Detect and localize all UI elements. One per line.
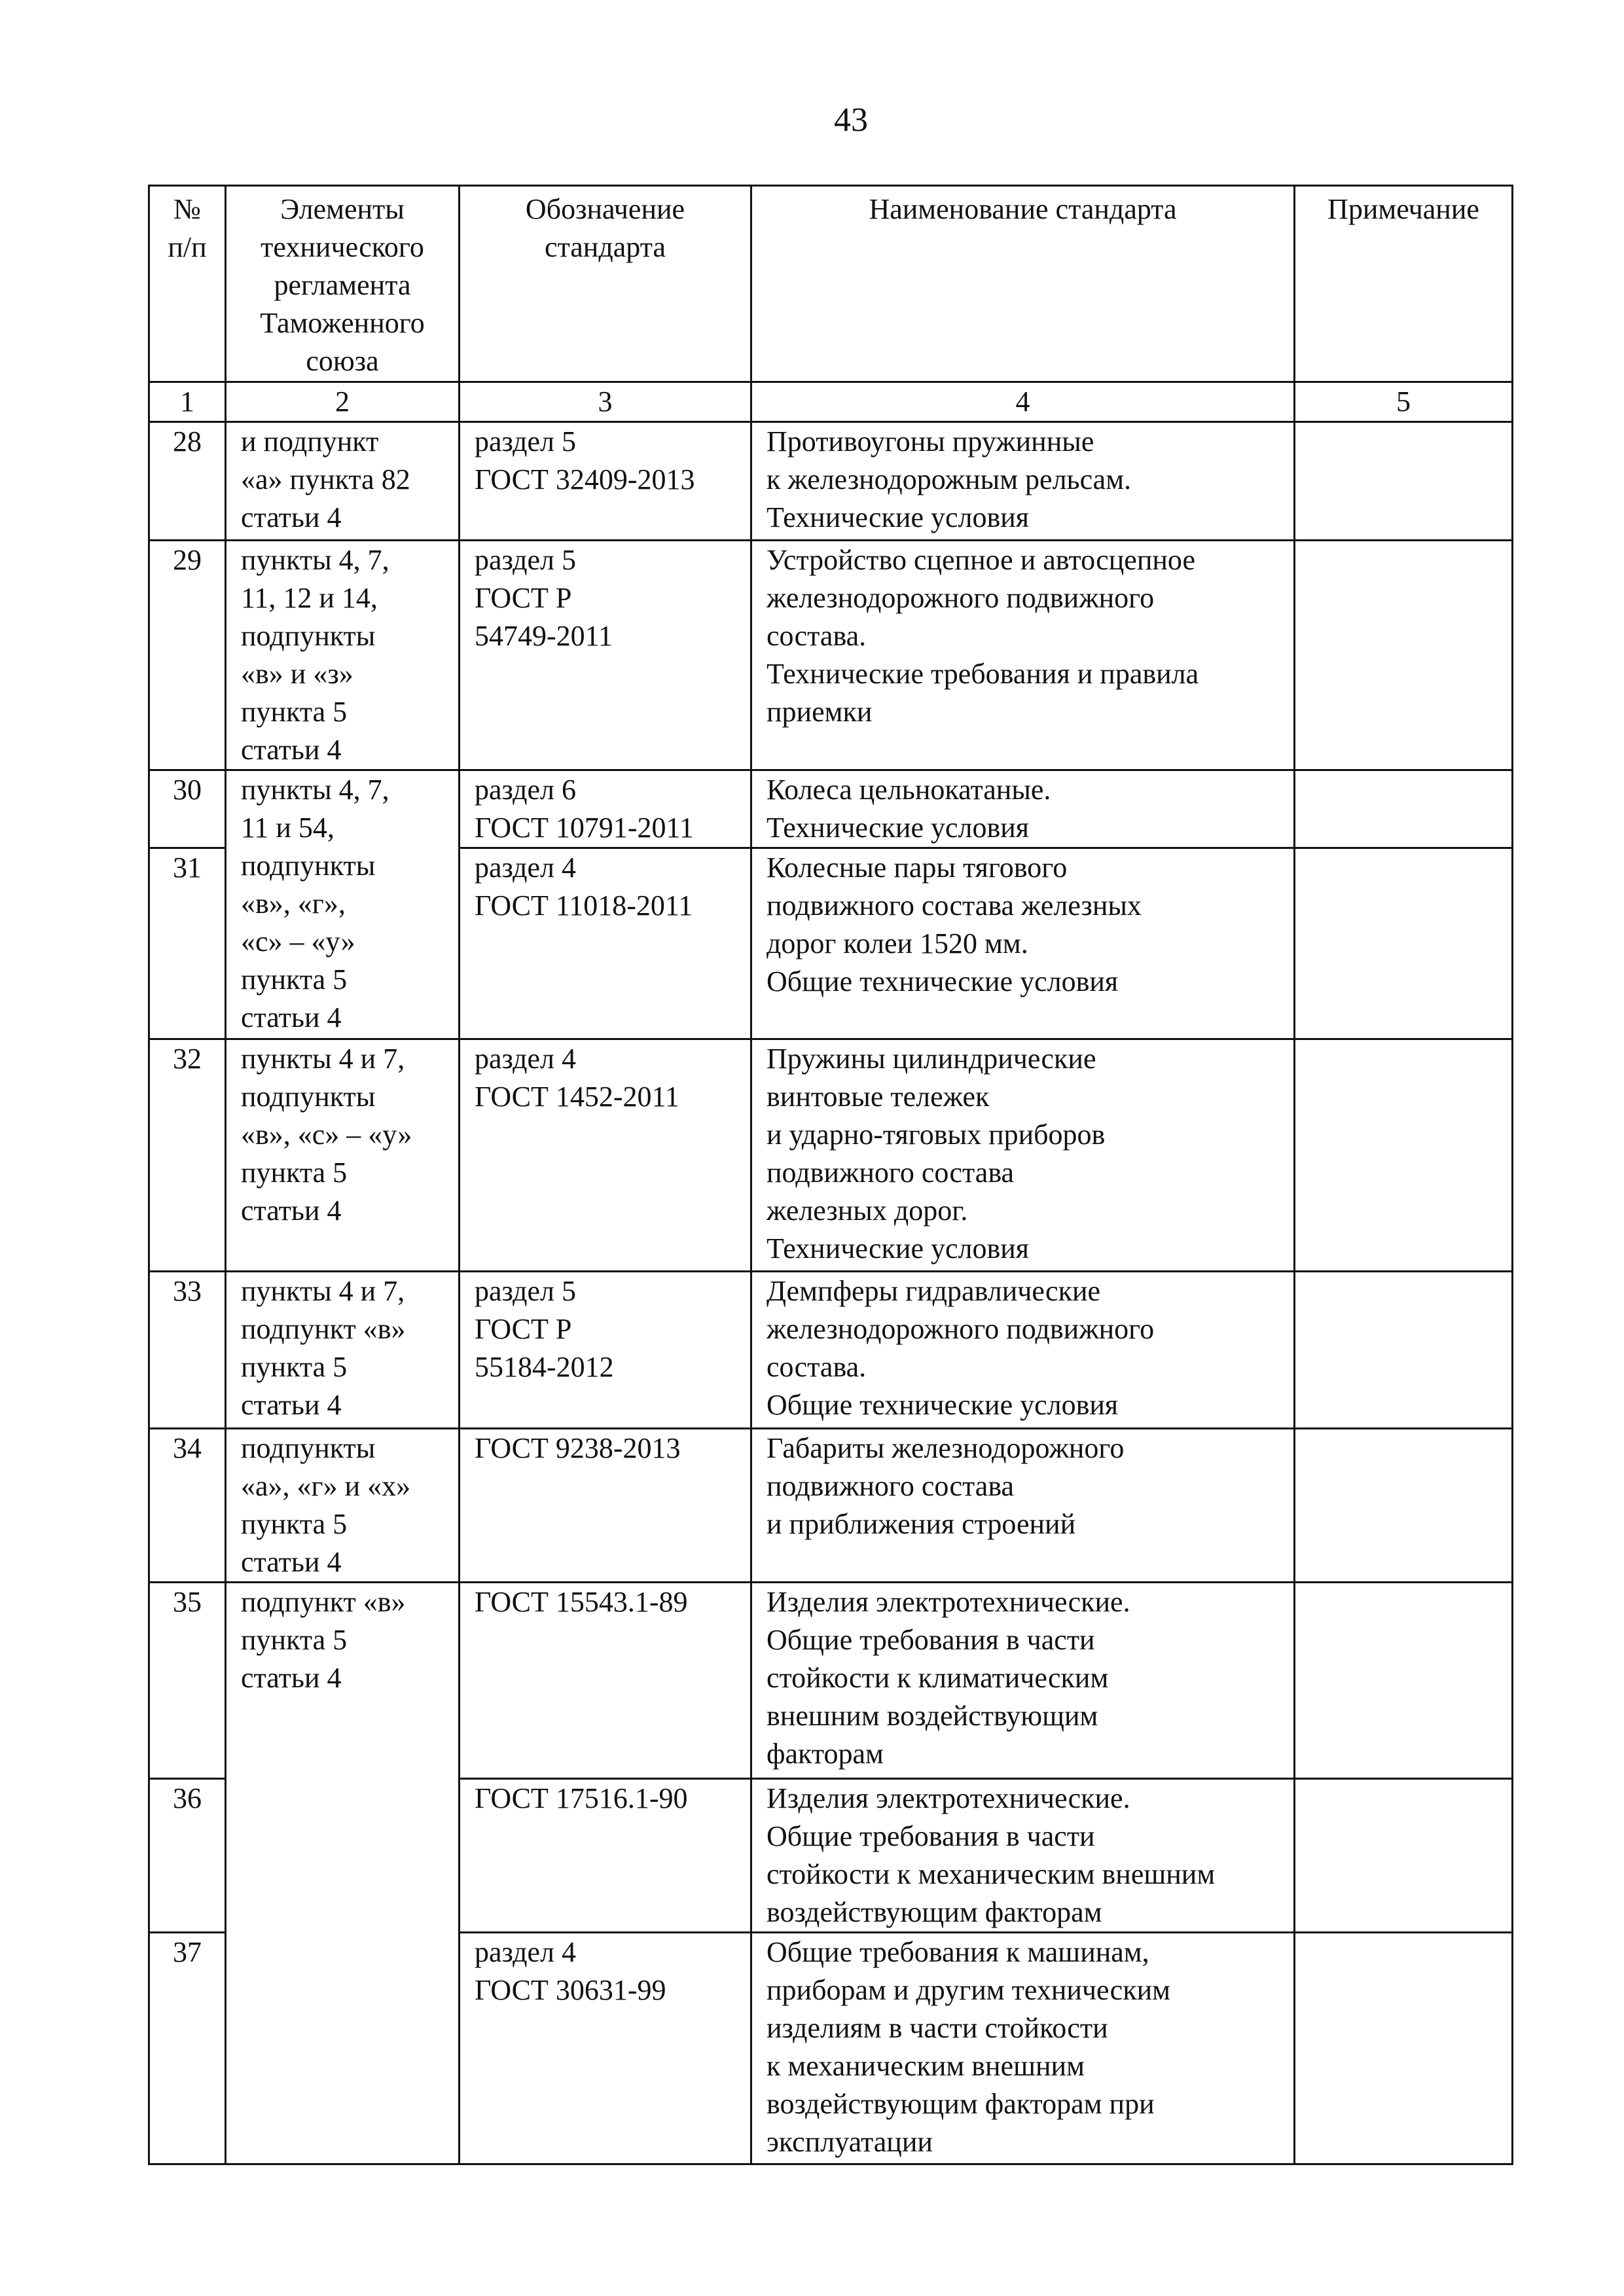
- header-number: № п/п: [149, 186, 226, 382]
- row-standard-name: Габариты железнодорожного подвижного состава и приближения строений: [751, 1429, 1295, 1583]
- row-note: [1295, 1933, 1513, 2164]
- header-designation: Обозначение стандарта: [460, 186, 751, 382]
- row-designation: раздел 4 ГОСТ 30631-99: [460, 1933, 751, 2164]
- table-row: [149, 1583, 1513, 1779]
- row-standard-name: Пружины цилиндрические винтовые тележек и ударно-тяговых приборов подвижного состава железных дорог. Технические условия: [751, 1039, 1295, 1272]
- row-standard-name: Общие требования к машинам, приборам и другим техническим изделиям в части стойкости к механическим внешним воздействующим факторам при эксплуатации: [751, 1933, 1295, 2164]
- row-note: [1295, 848, 1513, 1039]
- row-standard-name: Изделия электротехнические. Общие требования в части стойкости к механическим внешним воздействующим факторам: [751, 1779, 1295, 1933]
- row-standard-name: Колесные пары тягового подвижного состава железных дорог колеи 1520 мм. Общие технические условия: [751, 848, 1295, 1039]
- row-designation: раздел 5 ГОСТ Р 55184-2012: [460, 1272, 751, 1429]
- row-number: 28: [149, 422, 226, 541]
- row-elements: и подпункт «а» пункта 82 статьи 4: [226, 422, 460, 541]
- row-note: [1295, 770, 1513, 848]
- row-designation: раздел 5 ГОСТ 32409-2013: [460, 422, 751, 541]
- row-standard-name: Противоугоны пружинные к железнодорожным рельсам. Технические условия: [751, 422, 1295, 541]
- row-designation: раздел 5 ГОСТ Р 54749-2011: [460, 541, 751, 770]
- header-name: Наименование стандарта: [751, 186, 1295, 382]
- standards-table: [148, 185, 1513, 2165]
- row-designation: ГОСТ 9238-2013: [460, 1429, 751, 1583]
- row-note: [1295, 1583, 1513, 1779]
- row-standard-name: Колеса цельнокатаные. Технические условия: [751, 770, 1295, 848]
- row-standard-name: Устройство сцепное и автосцепное железнодорожного подвижного состава. Технические требования и правила приемки: [751, 541, 1295, 770]
- row-designation: раздел 4 ГОСТ 1452-2011: [460, 1039, 751, 1272]
- row-elements: пункты 4, 7, 11, 12 и 14, подпункты «в» и «з» пункта 5 статьи 4: [226, 541, 460, 770]
- row-elements: пункты 4 и 7, подпункты «в», «с» – «у» пункта 5 статьи 4: [226, 1039, 460, 1272]
- row-elements: подпункт «в» пункта 5 статьи 4: [226, 1583, 460, 2164]
- row-note: [1295, 1779, 1513, 1933]
- column-number: 4: [751, 382, 1295, 422]
- row-note: [1295, 1039, 1513, 1272]
- row-elements: подпункты «а», «г» и «х» пункта 5 статьи 4: [226, 1429, 460, 1583]
- row-elements: пункты 4, 7, 11 и 54, подпункты «в», «г», «с» – «у» пункта 5 статьи 4: [226, 770, 460, 1039]
- row-number: 29: [149, 541, 226, 770]
- row-note: [1295, 541, 1513, 770]
- header-elements: Элементы технического регламента Таможенного союза: [226, 186, 460, 382]
- row-number: 33: [149, 1272, 226, 1429]
- table-header-row: [149, 186, 1513, 382]
- column-number: 2: [226, 382, 460, 422]
- row-number: 37: [149, 1933, 226, 2164]
- row-standard-name: Изделия электротехнические. Общие требования в части стойкости к климатическим внешним воздействующим факторам: [751, 1583, 1295, 1779]
- row-number: 36: [149, 1779, 226, 1933]
- column-number: 5: [1295, 382, 1513, 422]
- row-number: 32: [149, 1039, 226, 1272]
- row-number: 35: [149, 1583, 226, 1779]
- row-number: 30: [149, 770, 226, 848]
- row-elements: пункты 4 и 7, подпункт «в» пункта 5 статьи 4: [226, 1272, 460, 1429]
- table-row: [149, 1272, 1513, 1429]
- row-designation: раздел 6 ГОСТ 10791-2011: [460, 770, 751, 848]
- row-designation: раздел 4 ГОСТ 11018-2011: [460, 848, 751, 1039]
- row-note: [1295, 1429, 1513, 1583]
- table-row: [149, 541, 1513, 770]
- table-row: [149, 1039, 1513, 1272]
- row-note: [1295, 1272, 1513, 1429]
- table-row: [149, 1429, 1513, 1583]
- table-row: [149, 422, 1513, 541]
- header-note: Примечание: [1295, 186, 1513, 382]
- table-row: [149, 770, 1513, 848]
- row-designation: ГОСТ 17516.1-90: [460, 1779, 751, 1933]
- column-number-row: [149, 382, 1513, 422]
- row-number: 34: [149, 1429, 226, 1583]
- row-note: [1295, 422, 1513, 541]
- column-number: 3: [460, 382, 751, 422]
- row-number: 31: [149, 848, 226, 1039]
- row-standard-name: Демпферы гидравлические железнодорожного подвижного состава. Общие технические условия: [751, 1272, 1295, 1429]
- column-number: 1: [149, 382, 226, 422]
- page-number: 43: [834, 101, 868, 139]
- row-designation: ГОСТ 15543.1-89: [460, 1583, 751, 1779]
